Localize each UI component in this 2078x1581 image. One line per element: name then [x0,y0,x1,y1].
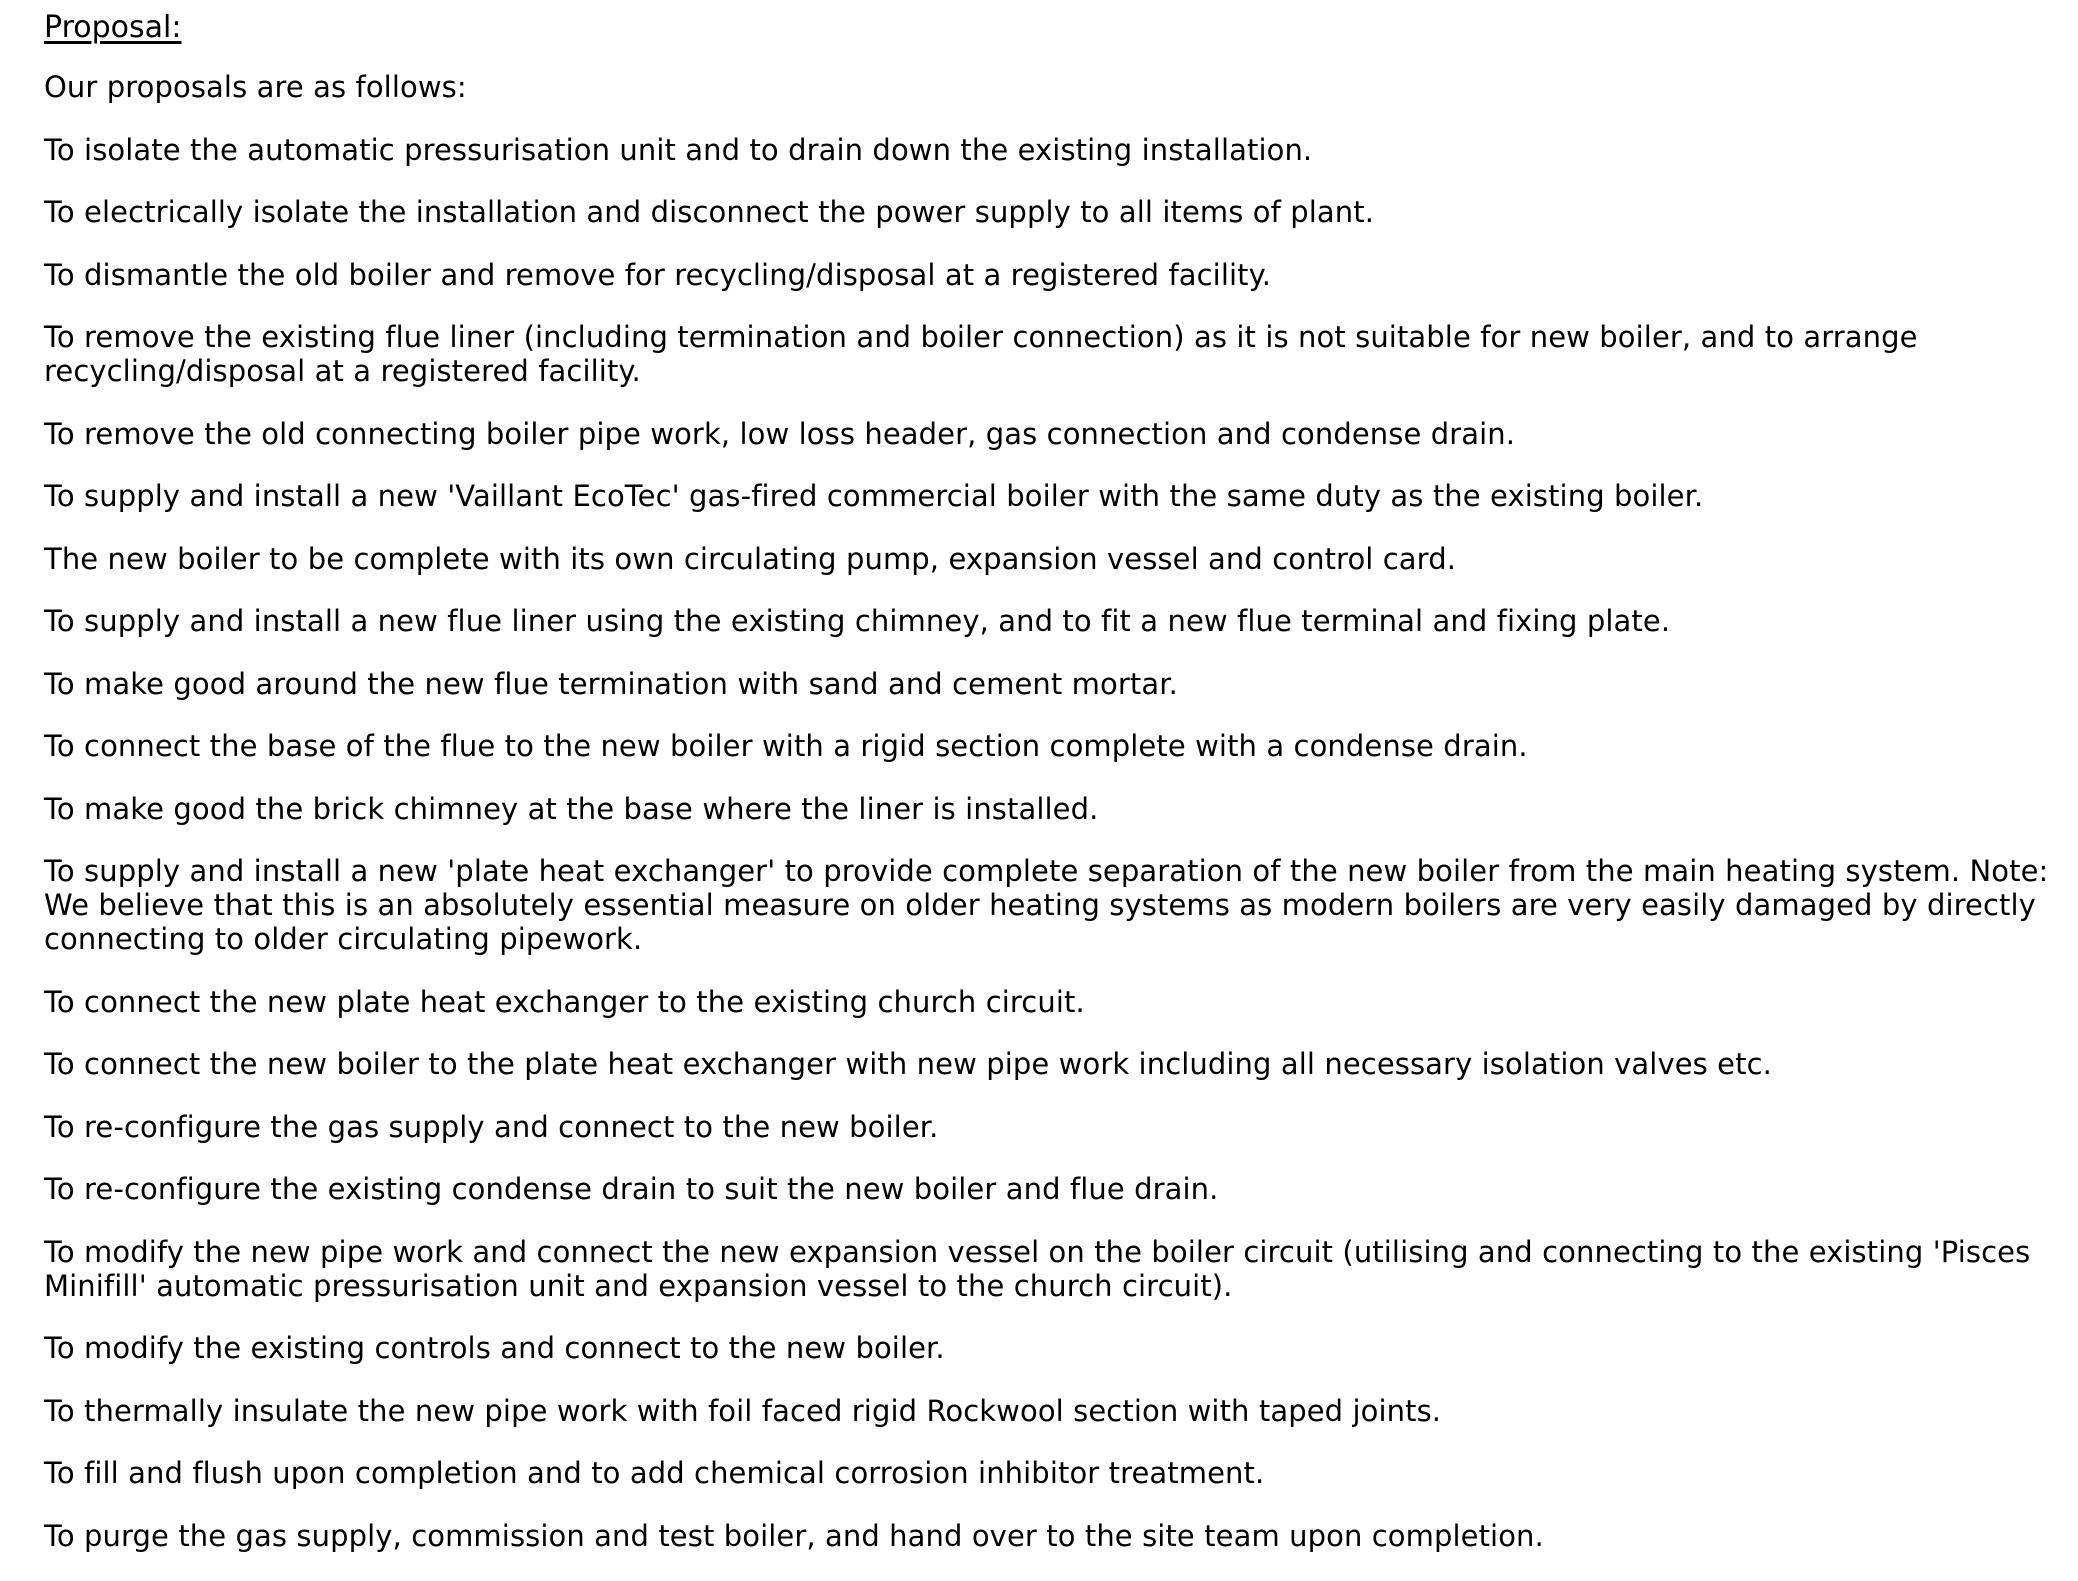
paragraph-modify-controls: To modify the existing controls and connect to the new boiler. [44,1331,945,1365]
paragraph-connect-church-circuit: To connect the new plate heat exchanger to the existing church circuit. [44,984,1085,1019]
paragraph-install-flue-liner: To supply and install a new flue liner using the existing chimney, and to fit a new flue terminal and fixing plate. [44,604,1671,638]
paragraph-dismantle-boiler: To dismantle the old boiler and remove for recycling/disposal at a registered facility. [44,257,1272,292]
paragraph-purge-commission: To purge the gas supply, commission and test boiler, and hand over to the site team upon completion. [44,1518,1544,1553]
paragraph-isolate-pressurisation: To isolate the automatic pressurisation unit and to drain down the existing installation. [44,132,1313,167]
proposal-heading: Proposal: [44,10,182,45]
paragraph-intro: Our proposals are as follows: [44,70,467,104]
paragraph-fill-flush: To fill and flush upon completion and to add chemical corrosion inhibitor treatment. [44,1456,1265,1490]
paragraph-connect-boiler-exchanger: To connect the new boiler to the plate heat exchanger with new pipe work including all necessary isolation valves etc. [44,1047,1772,1081]
proposal-document [44,8,2074,1581]
paragraph-make-good-chimney: To make good the brick chimney at the base where the liner is installed. [44,791,1099,826]
paragraph-connect-flue-base: To connect the base of the flue to the new boiler with a rigid section complete with a condense drain. [44,729,1528,763]
paragraph-install-boiler: To supply and install a new 'Vaillant EcoTec' gas-fired commercial boiler with the same duty as the existing boiler. [44,479,1704,513]
paragraph-plate-heat-exchanger: To supply and install a new 'plate heat exchanger' to provide complete separation of the new boiler from the main heating system. Note: We believe that this is an absolutely essential measure on older heating systems as modern boilers are very easily damaged by directly connecting to older circulating pipework. [44,854,2049,956]
paragraph-electrical-isolation: To electrically isolate the installation and disconnect the power supply to all items of plant. [44,195,1375,229]
paragraph-gas-supply: To re-configure the gas supply and connect to the new boiler. [44,1109,939,1144]
paragraph-condense-drain: To re-configure the existing condense drain to suit the new boiler and flue drain. [44,1172,1219,1206]
paragraph-remove-pipework: To remove the old connecting boiler pipe work, low loss header, gas connection and condense drain. [44,416,1516,451]
paragraph-insulate-pipework: To thermally insulate the new pipe work with foil faced rigid Rockwool section with taped joints. [44,1393,1442,1428]
paragraph-make-good-flue: To make good around the new flue termination with sand and cement mortar. [44,666,1178,701]
paragraph-expansion-vessel: To modify the new pipe work and connect the new expansion vessel on the boiler circuit (utilising and connecting to the existing 'Pisces Minifill' automatic pressurisation unit and expansion vessel to the church circuit). [44,1234,2031,1303]
paragraph-remove-flue-liner: To remove the existing flue liner (including termination and boiler connection) as it is not suitable for new boiler, and to arrange recycling/disposal at a registered facility. [44,320,1918,388]
paragraph-boiler-components: The new boiler to be complete with its own circulating pump, expansion vessel and control card. [44,541,1457,576]
